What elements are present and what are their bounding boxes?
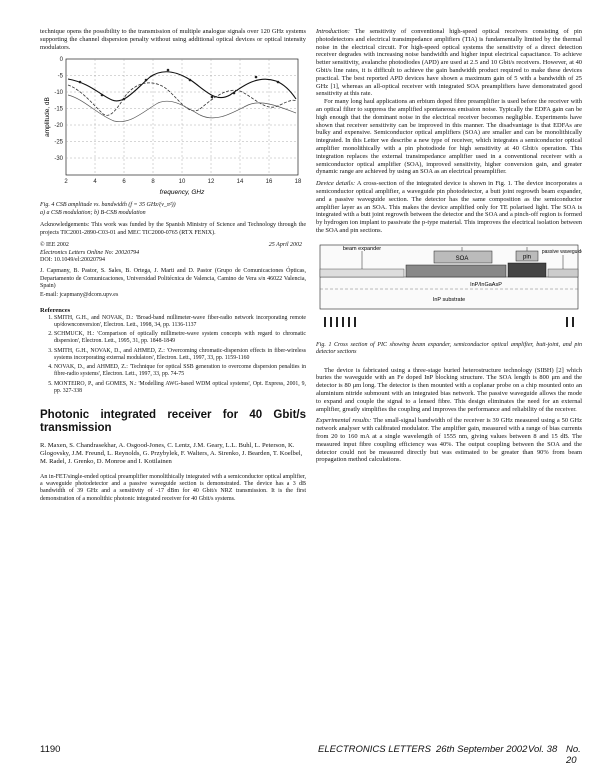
y-tick: -20: [54, 123, 63, 130]
x-tick: 6: [122, 179, 126, 186]
issue-date: 26th September 2002: [436, 744, 528, 755]
introduction-label: Introduction:: [316, 28, 350, 35]
references-heading: References: [40, 306, 71, 314]
body-paragraph: For many long haul applications an erbium doped fibre preamplifier is used before the receiver with an optical filter to suppress the amplified spontaneous emission noise. Typically the EDFA gain can be high enough that the dominant noise in the electrical receiver becomes negligible. Experiments have shown that receiver sensitivity can be improved in this manner. The disadvantage is that EDFAs are bulky and expensive. Semiconductor optical amplifiers (SOA) are smaller and can be monolithically integrated. In this Letter we describe a new type of receiver, which integrates a semiconductor optical amplifier monolithically with a pin photodiode for high sensitivity at 40 Gbit/s operation. This integration replaces the external transimpedance amplifier used in a conventional receiver with a semiconductor optical amplifier (SOA), improved sensitivity, higher conversion gain, and greater dynamic range are achieved by using an SOA as an electrical preamplifier.: [316, 98, 582, 176]
figure-4: [40, 55, 306, 202]
reference-item: 2. SCHMUCK, H.: 'Comparison of optically millimetre-wave system concepts with regard to chromatic dispersion', Electron. Lett., 1995, 31, pp. 1848-1849: [54, 331, 306, 345]
figure-caption-legend: a) a CSB modulation; b) B-CSB modulation: [40, 209, 146, 216]
device-details-text: A cross-section of the integrated device is shown in Fig. 1. The device incorporates a semiconductor optical amplifier, a waveguide pin photodetector, a butt joint regrowth beam expander, and a passive waveguide section. The detector has the same composition as the semiconductor amplifier layer as an SOA. This makes the device amplified only for TE polarised light. The SOA is integrated with a butt joint regrowth between the detector and the SOA and a pinch-off region is formed by hydrogen ion implant to passivate the p-type material. This improves the electrical isolation between the SOA and pin sections.: [316, 180, 582, 234]
volume: Vol. 38: [528, 744, 558, 755]
article-abstract: An in-FET/single-ended optical preamplifier monolithically integrated with a semiconductor optical amplifier, a waveguide photodetector and a passive waveguide section is demonstrated. The device has a 3 dB bandwidth of 39 GHz and a sensitivity of -17 dBm for 40 Gbit/s NRZ transmission. It is the first demonstration of a monolithic photonic integrated receiver for 40 Gbit/s systems.: [40, 473, 306, 502]
publication-info: [40, 242, 306, 250]
x-tick: 12: [207, 179, 215, 186]
x-tick: 14: [236, 179, 244, 186]
reference-item: 5. MONTEIRO, P., and GOMES, N.: 'Modelling AWG-based WDM optical systems', Opt. Express, 2001, 9, pp. 327-338: [54, 381, 306, 395]
y-tick: -25: [54, 139, 63, 146]
x-tick: 10: [178, 179, 186, 186]
y-tick: -5: [57, 73, 63, 80]
x-tick: 18: [294, 179, 302, 186]
figure-caption: Fig. 4 CSB amplitude vs. bandwidth (f = 35 GHz/(v_π²)): [40, 202, 176, 209]
device-details-label: Device details:: [316, 180, 356, 188]
doi: DOI: 10.1049/el:20020794: [40, 257, 105, 264]
journal-name: ELECTRONICS LETTERS: [318, 744, 431, 755]
references-list: [40, 315, 306, 395]
device-cross-section-diagram: [316, 241, 582, 337]
soa-label: SOA: [455, 255, 469, 262]
y-tick: -30: [54, 156, 63, 163]
x-axis-label: frequency, GHz: [159, 189, 205, 197]
continuation-paragraph: technique opens the possibility to the transmission of multiple analogue signals over 120 GHz systems supporting the channel dispersion penalty without using additional optical devices or optical intensity modulators.: [40, 28, 306, 51]
frequency-response-plot: [40, 55, 306, 197]
reference-item: 4. NOVAK, D., and AHMED, Z.: 'Technique for optical SSB generation to overcome dispersion penalties in fibre-radio systems', Electron. Lett., 1997, 33, pp. 74-75: [54, 364, 306, 378]
author-email: E-mail: jcapmany@dcom.upv.es: [40, 292, 119, 299]
passive-waveguide-label: passive waveguide: [541, 248, 582, 255]
x-tick: 2: [64, 179, 68, 186]
x-tick: 4: [93, 179, 97, 186]
y-tick: -10: [54, 90, 63, 97]
article-authors: R. Maxen, S. Chandrasekhar, A. Osgood-Jones, C. Lentz, J.M. Geary, L.L. Buhl, L. Peterson, K. Glogovsky, J.M. Freund, L. Reynolds, G. Przybylek, F. Walters, A. Sirenko, J. Bearden, T. Koelbel, M. Radel, J. Grenko, D. Monroe and I. Kotilainen: [40, 441, 303, 466]
introduction-paragraph: [316, 28, 582, 98]
substrate-label: InP substrate: [432, 296, 466, 303]
issue-number: No. 20: [566, 744, 581, 766]
page-number: 1190: [40, 744, 61, 755]
introduction-text: The sensitivity of conventional high-speed optical receivers consisting of pin photodetectors and electrical transimpedance amplifiers (TIA) is fundamentally limited by the thermal noise in the electrical circuit. For high-speed optical systems the sensitivity of a direct detection receiver degrades with increasing noise bandwidth and higher input electrical capacitance. To achieve better sensitivity, avalanche photodiodes (APD) are used at 2.5 and 10 Gbit/s receivers. However, at 40 Gbit/s line rates, it is difficult to achieve the gain bandwidth product required to make these devices practical. The best reported APD devices have shown a maximum gain of 5 with a bandwidth of 25 GHz [1], whereas an all-optical receiver with integrated SOA preamplifiers have demonstrated good sensitivity at this rate.: [316, 28, 582, 98]
x-tick: 16: [265, 179, 273, 186]
y-axis-label: amplitude, dB: [44, 97, 51, 138]
y-tick: -15: [54, 106, 63, 113]
fabrication-paragraph: The device is fabricated using a three-stage buried heterostructure technology (SIBH) [2] which buries the waveguide with an Fe doped InP blocking structure. The SOA length is 800 μm and the detector is 80 μm long. The detector is then mounted with a coplanar probe on a chip mounted onto an aluminium nitride submount with an integrated bias network. The passive waveguide allows the mode to expand and couple the signal to a lensed fibre. This design eliminates the need for an external amplifier, greatly simplifies the coupling and improves the performance and reliability of the receiver.: [316, 366, 582, 413]
y-tick: 0: [59, 57, 63, 64]
journal-online-number: Electronics Letters Online No: 20020794: [40, 249, 140, 256]
device-details-paragraph: [316, 180, 582, 235]
reference-item: 3. SMITH, G.H., NOVAK, D., and AHMED, Z.: 'Overcoming chromatic-dispersion effects in fiber-wireless systems incorporating external modulators', Electron. Lett., 1997, 33, pp. 1159-1160: [54, 348, 306, 362]
author-affiliations: J. Capmany, B. Pastor, S. Sales, B. Ortega, J. Marti and D. Pastor (Grupo de Comunicaciones Ópticas, Departamento de Comunicaciones, Universidad Politécnica de Valencia, Camino de Vera s/n 46022 Valencia, Spain): [40, 268, 306, 289]
left-column: [40, 28, 306, 503]
right-column: [316, 28, 582, 464]
x-tick: 8: [151, 179, 155, 186]
experimental-results-paragraph: [316, 417, 582, 464]
beam-expander-label: beam expander: [342, 245, 382, 252]
experimental-results-label: Experimental results:: [316, 417, 372, 425]
copyright: © IEE 2002: [40, 241, 69, 248]
layer-label: InP/InGaAsP: [470, 281, 502, 288]
article-title: Photonic integrated receiver for 40 Gbit/s transmission: [40, 408, 306, 434]
pin-label: pin: [522, 254, 532, 261]
acknowledgements: Acknowledgements: This work was funded by the Spanish Ministry of Science and Technology through the projects TIC2001-2890-C03-01 and MEC TIC2000-0765 (RTX FENIX).: [40, 222, 306, 236]
experimental-results-text: The small-signal bandwidth of the receiver is 39 GHz measured using a 50 GHz network analyser with calibrated modulator. The amplifier gain, measured with a range of bias currents from 20 to 160 mA at a single wavelength of 1555 nm, giving values between 8 and 15 dB. The measured input fibre coupling efficiency was 40%. The output coupling between the SOA and the detector could not be measured directly but was estimated to be greater than 90% from beam propagation method calculations.: [316, 417, 582, 464]
reference-item: 1. SMITH, G.H., and NOVAK, D.: 'Broad-band millimeter-wave fiber-radio network incorporating remote up/downconversion', Electron. Lett., 1998, 34, pp. 1136-1137: [54, 315, 306, 329]
figure-1: [316, 241, 582, 342]
figure-1-caption: Fig. 1 Cross section of PIC showing beam expander, semiconductor optical amplifier, butt-joint, and pin detector sections: [316, 341, 582, 356]
article-header: [40, 409, 306, 503]
received-date: 25 April 2002: [268, 241, 302, 248]
